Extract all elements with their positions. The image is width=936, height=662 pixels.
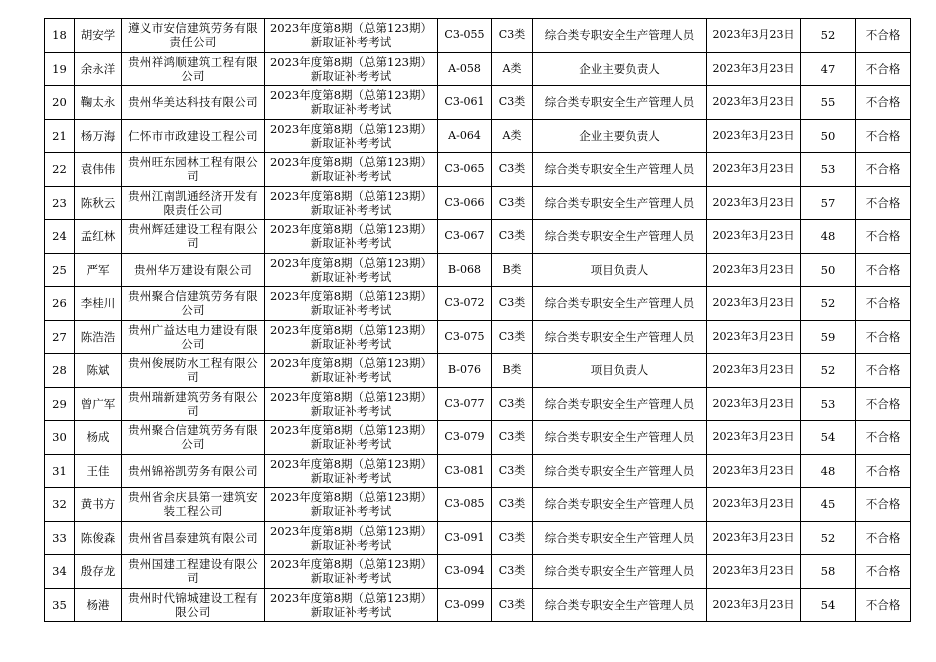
result-cell: 不合格 (856, 320, 911, 354)
position-cell: 综合类专职安全生产管理人员 (533, 454, 707, 488)
row-number-cell: 21 (45, 119, 75, 153)
name-cell: 殷存龙 (75, 555, 122, 589)
table-row (45, 253, 911, 287)
exam-code-cell: C3-066 (438, 186, 492, 220)
company-cell: 贵州江南凯通经济开发有限责任公司 (122, 186, 265, 220)
score-cell: 47 (801, 52, 856, 86)
exam-code-cell: A-064 (438, 119, 492, 153)
position-cell: 综合类专职安全生产管理人员 (533, 86, 707, 120)
exam-date-cell: 2023年3月23日 (707, 555, 801, 589)
exam-code-cell: C3-091 (438, 521, 492, 555)
exam-code-cell: C3-067 (438, 220, 492, 254)
name-cell: 胡安学 (75, 19, 122, 53)
name-cell: 孟红林 (75, 220, 122, 254)
name-cell: 余永洋 (75, 52, 122, 86)
result-cell: 不合格 (856, 387, 911, 421)
result-cell: 不合格 (856, 119, 911, 153)
row-number-cell: 18 (45, 19, 75, 53)
exam-session-cell: 2023年度第8期（总第123期）新取证补考考试 (265, 86, 438, 120)
category-cell: B类 (492, 354, 533, 388)
row-number-cell: 19 (45, 52, 75, 86)
score-cell: 54 (801, 588, 856, 622)
company-cell: 贵州广益达电力建设有限公司 (122, 320, 265, 354)
name-cell: 黄书方 (75, 488, 122, 522)
name-cell: 王佳 (75, 454, 122, 488)
company-cell: 贵州省昌泰建筑有限公司 (122, 521, 265, 555)
exam-date-cell: 2023年3月23日 (707, 119, 801, 153)
name-cell: 李桂川 (75, 287, 122, 321)
category-cell: C3类 (492, 387, 533, 421)
category-cell: C3类 (492, 287, 533, 321)
position-cell: 综合类专职安全生产管理人员 (533, 220, 707, 254)
result-cell: 不合格 (856, 287, 911, 321)
exam-session-cell: 2023年度第8期（总第123期）新取证补考考试 (265, 488, 438, 522)
position-cell: 综合类专职安全生产管理人员 (533, 186, 707, 220)
table-row (45, 52, 911, 86)
company-cell: 贵州时代锦城建设工程有限公司 (122, 588, 265, 622)
table-row (45, 354, 911, 388)
score-cell: 48 (801, 454, 856, 488)
category-cell: C3类 (492, 153, 533, 187)
results-sheet (44, 18, 911, 622)
category-cell: C3类 (492, 588, 533, 622)
category-cell: C3类 (492, 220, 533, 254)
name-cell: 杨万海 (75, 119, 122, 153)
exam-session-cell: 2023年度第8期（总第123期）新取证补考考试 (265, 521, 438, 555)
row-number-cell: 35 (45, 588, 75, 622)
result-cell: 不合格 (856, 454, 911, 488)
exam-session-cell: 2023年度第8期（总第123期）新取证补考考试 (265, 387, 438, 421)
result-cell: 不合格 (856, 421, 911, 455)
exam-date-cell: 2023年3月23日 (707, 253, 801, 287)
table-row (45, 488, 911, 522)
exam-session-cell: 2023年度第8期（总第123期）新取证补考考试 (265, 19, 438, 53)
result-cell: 不合格 (856, 19, 911, 53)
company-cell: 贵州华万建设有限公司 (122, 253, 265, 287)
result-cell: 不合格 (856, 220, 911, 254)
company-cell: 遵义市安信建筑劳务有限责任公司 (122, 19, 265, 53)
exam-code-cell: B-068 (438, 253, 492, 287)
score-cell: 48 (801, 220, 856, 254)
exam-session-cell: 2023年度第8期（总第123期）新取证补考考试 (265, 153, 438, 187)
position-cell: 项目负责人 (533, 253, 707, 287)
score-cell: 55 (801, 86, 856, 120)
position-cell: 项目负责人 (533, 354, 707, 388)
score-cell: 45 (801, 488, 856, 522)
result-cell: 不合格 (856, 588, 911, 622)
company-cell: 贵州旺东园林工程有限公司 (122, 153, 265, 187)
score-cell: 58 (801, 555, 856, 589)
exam-code-cell: C3-075 (438, 320, 492, 354)
exam-code-cell: C3-079 (438, 421, 492, 455)
table-row (45, 320, 911, 354)
exam-date-cell: 2023年3月23日 (707, 488, 801, 522)
result-cell: 不合格 (856, 555, 911, 589)
position-cell: 综合类专职安全生产管理人员 (533, 521, 707, 555)
exam-code-cell: C3-085 (438, 488, 492, 522)
exam-session-cell: 2023年度第8期（总第123期）新取证补考考试 (265, 588, 438, 622)
company-cell: 贵州辉廷建设工程有限公司 (122, 220, 265, 254)
company-cell: 贵州锦裕凯劳务有限公司 (122, 454, 265, 488)
category-cell: A类 (492, 52, 533, 86)
exam-session-cell: 2023年度第8期（总第123期）新取证补考考试 (265, 421, 438, 455)
company-cell: 贵州华美达科技有限公司 (122, 86, 265, 120)
category-cell: C3类 (492, 454, 533, 488)
table-row (45, 387, 911, 421)
table-row (45, 186, 911, 220)
position-cell: 综合类专职安全生产管理人员 (533, 421, 707, 455)
name-cell: 陈俊森 (75, 521, 122, 555)
exam-code-cell: C3-094 (438, 555, 492, 589)
category-cell: C3类 (492, 555, 533, 589)
exam-session-cell: 2023年度第8期（总第123期）新取证补考考试 (265, 320, 438, 354)
result-cell: 不合格 (856, 153, 911, 187)
table-row (45, 287, 911, 321)
name-cell: 杨成 (75, 421, 122, 455)
table-row (45, 521, 911, 555)
score-cell: 50 (801, 253, 856, 287)
exam-session-cell: 2023年度第8期（总第123期）新取证补考考试 (265, 220, 438, 254)
row-number-cell: 24 (45, 220, 75, 254)
row-number-cell: 22 (45, 153, 75, 187)
table-row (45, 220, 911, 254)
row-number-cell: 31 (45, 454, 75, 488)
exam-date-cell: 2023年3月23日 (707, 320, 801, 354)
category-cell: C3类 (492, 320, 533, 354)
category-cell: C3类 (492, 86, 533, 120)
table-row (45, 555, 911, 589)
exam-code-cell: C3-065 (438, 153, 492, 187)
table-row (45, 588, 911, 622)
exam-session-cell: 2023年度第8期（总第123期）新取证补考考试 (265, 555, 438, 589)
position-cell: 综合类专职安全生产管理人员 (533, 19, 707, 53)
result-cell: 不合格 (856, 521, 911, 555)
company-cell: 贵州国建工程建设有限公司 (122, 555, 265, 589)
row-number-cell: 27 (45, 320, 75, 354)
score-cell: 59 (801, 320, 856, 354)
position-cell: 企业主要负责人 (533, 52, 707, 86)
company-cell: 贵州聚合信建筑劳务有限公司 (122, 287, 265, 321)
score-cell: 53 (801, 153, 856, 187)
exam-date-cell: 2023年3月23日 (707, 19, 801, 53)
result-cell: 不合格 (856, 354, 911, 388)
category-cell: C3类 (492, 488, 533, 522)
exam-results-table (44, 18, 911, 622)
result-cell: 不合格 (856, 488, 911, 522)
name-cell: 鞠太永 (75, 86, 122, 120)
exam-date-cell: 2023年3月23日 (707, 421, 801, 455)
name-cell: 杨港 (75, 588, 122, 622)
score-cell: 57 (801, 186, 856, 220)
company-cell: 贵州瑞新建筑劳务有限公司 (122, 387, 265, 421)
name-cell: 严军 (75, 253, 122, 287)
category-cell: B类 (492, 253, 533, 287)
category-cell: C3类 (492, 19, 533, 53)
category-cell: A类 (492, 119, 533, 153)
score-cell: 53 (801, 387, 856, 421)
score-cell: 52 (801, 287, 856, 321)
exam-session-cell: 2023年度第8期（总第123期）新取证补考考试 (265, 119, 438, 153)
position-cell: 综合类专职安全生产管理人员 (533, 555, 707, 589)
exam-date-cell: 2023年3月23日 (707, 220, 801, 254)
exam-code-cell: A-058 (438, 52, 492, 86)
exam-date-cell: 2023年3月23日 (707, 86, 801, 120)
row-number-cell: 29 (45, 387, 75, 421)
name-cell: 陈斌 (75, 354, 122, 388)
row-number-cell: 28 (45, 354, 75, 388)
exam-session-cell: 2023年度第8期（总第123期）新取证补考考试 (265, 253, 438, 287)
position-cell: 综合类专职安全生产管理人员 (533, 588, 707, 622)
table-row (45, 86, 911, 120)
exam-date-cell: 2023年3月23日 (707, 354, 801, 388)
exam-date-cell: 2023年3月23日 (707, 454, 801, 488)
table-row (45, 153, 911, 187)
result-cell: 不合格 (856, 52, 911, 86)
company-cell: 贵州俊展防水工程有限公司 (122, 354, 265, 388)
company-cell: 贵州省余庆县第一建筑安装工程公司 (122, 488, 265, 522)
exam-code-cell: C3-061 (438, 86, 492, 120)
table-row (45, 19, 911, 53)
category-cell: C3类 (492, 521, 533, 555)
exam-date-cell: 2023年3月23日 (707, 186, 801, 220)
name-cell: 陈浩浩 (75, 320, 122, 354)
name-cell: 袁伟伟 (75, 153, 122, 187)
exam-code-cell: C3-072 (438, 287, 492, 321)
row-number-cell: 33 (45, 521, 75, 555)
name-cell: 曾广军 (75, 387, 122, 421)
table-row (45, 454, 911, 488)
exam-code-cell: C3-081 (438, 454, 492, 488)
position-cell: 综合类专职安全生产管理人员 (533, 320, 707, 354)
position-cell: 综合类专职安全生产管理人员 (533, 488, 707, 522)
score-cell: 50 (801, 119, 856, 153)
result-cell: 不合格 (856, 253, 911, 287)
exam-date-cell: 2023年3月23日 (707, 588, 801, 622)
name-cell: 陈秋云 (75, 186, 122, 220)
exam-date-cell: 2023年3月23日 (707, 287, 801, 321)
exam-session-cell: 2023年度第8期（总第123期）新取证补考考试 (265, 52, 438, 86)
category-cell: C3类 (492, 186, 533, 220)
exam-code-cell: C3-077 (438, 387, 492, 421)
exam-date-cell: 2023年3月23日 (707, 387, 801, 421)
exam-session-cell: 2023年度第8期（总第123期）新取证补考考试 (265, 287, 438, 321)
exam-date-cell: 2023年3月23日 (707, 521, 801, 555)
position-cell: 企业主要负责人 (533, 119, 707, 153)
exam-date-cell: 2023年3月23日 (707, 153, 801, 187)
row-number-cell: 32 (45, 488, 75, 522)
score-cell: 54 (801, 421, 856, 455)
row-number-cell: 26 (45, 287, 75, 321)
row-number-cell: 30 (45, 421, 75, 455)
row-number-cell: 34 (45, 555, 75, 589)
position-cell: 综合类专职安全生产管理人员 (533, 287, 707, 321)
score-cell: 52 (801, 19, 856, 53)
exam-code-cell: C3-099 (438, 588, 492, 622)
table-body (45, 19, 911, 622)
score-cell: 52 (801, 354, 856, 388)
exam-session-cell: 2023年度第8期（总第123期）新取证补考考试 (265, 454, 438, 488)
exam-date-cell: 2023年3月23日 (707, 52, 801, 86)
company-cell: 贵州祥鸿顺建筑工程有限公司 (122, 52, 265, 86)
position-cell: 综合类专职安全生产管理人员 (533, 153, 707, 187)
row-number-cell: 25 (45, 253, 75, 287)
company-cell: 贵州聚合信建筑劳务有限公司 (122, 421, 265, 455)
score-cell: 52 (801, 521, 856, 555)
row-number-cell: 20 (45, 86, 75, 120)
result-cell: 不合格 (856, 86, 911, 120)
company-cell: 仁怀市市政建设工程公司 (122, 119, 265, 153)
table-row (45, 119, 911, 153)
result-cell: 不合格 (856, 186, 911, 220)
row-number-cell: 23 (45, 186, 75, 220)
exam-code-cell: C3-055 (438, 19, 492, 53)
exam-session-cell: 2023年度第8期（总第123期）新取证补考考试 (265, 354, 438, 388)
category-cell: C3类 (492, 421, 533, 455)
exam-session-cell: 2023年度第8期（总第123期）新取证补考考试 (265, 186, 438, 220)
position-cell: 综合类专职安全生产管理人员 (533, 387, 707, 421)
exam-code-cell: B-076 (438, 354, 492, 388)
table-row (45, 421, 911, 455)
